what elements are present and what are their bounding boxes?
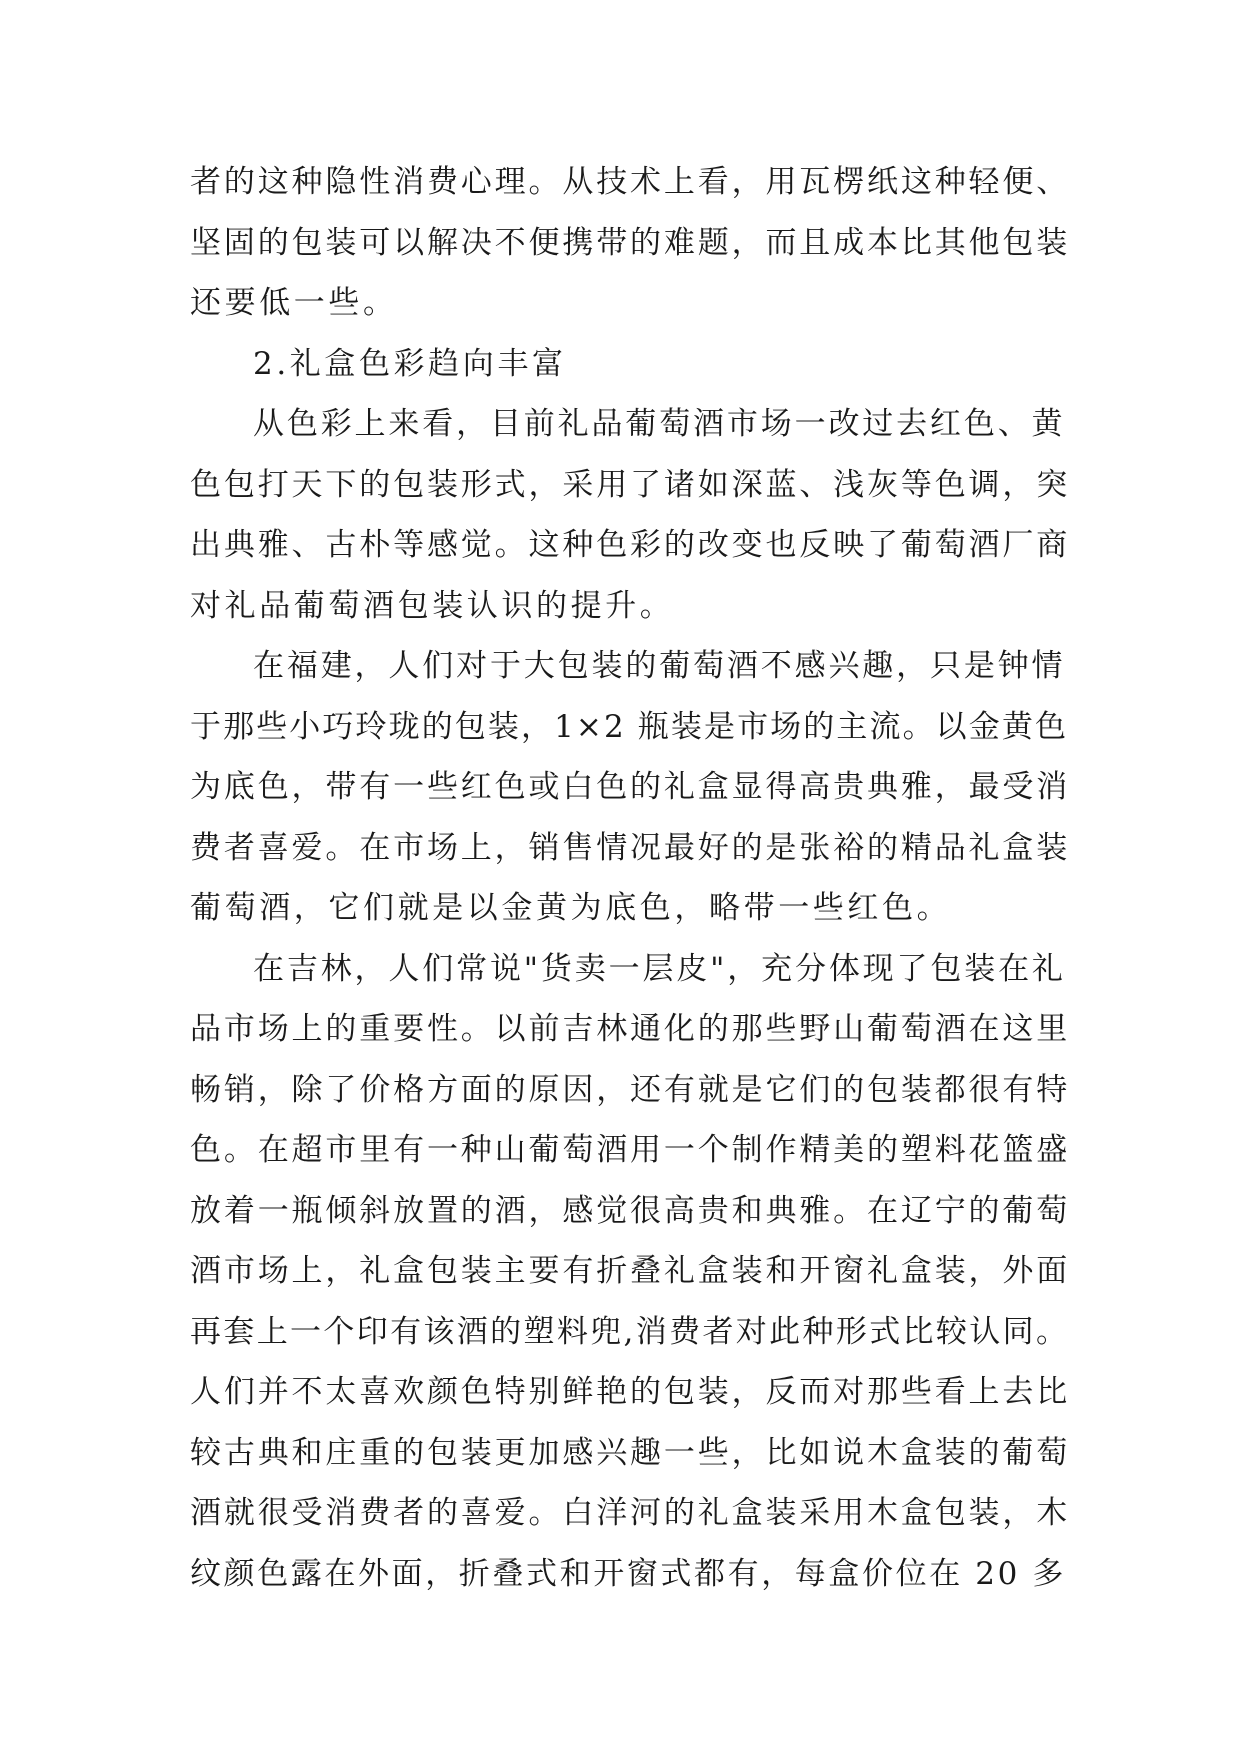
text-line: 还要低一些。 xyxy=(190,285,398,321)
text-line: 畅销，除了价格方面的原因，还有就是它们的包装都很有特 xyxy=(190,1071,1071,1108)
text-line: 者的这种隐性消费心理。从技术上看，用瓦楞纸这种轻便、 xyxy=(190,164,1071,200)
text-line: 色。在超市里有一种山葡萄酒用一个制作精美的塑料花篮盛 xyxy=(190,1132,1071,1168)
text-line: 在福建，人们对于大包装的葡萄酒不感兴趣，只是钟情 xyxy=(253,648,1066,684)
text-line: 纹颜色露在外面，折叠式和开窗式都有，每盒价位在 20 多 xyxy=(190,1555,1066,1592)
text-line: 色包打天下的包装形式，采用了诸如深蓝、浅灰等色调，突 xyxy=(190,466,1071,503)
text-line: 品市场上的重要性。以前吉林通化的那些野山葡萄酒在这里 xyxy=(190,1011,1071,1047)
text-line: 费者喜爱。在市场上，销售情况最好的是张裕的精品礼盒装 xyxy=(190,829,1071,866)
text-line: 对礼品葡萄酒包装认识的提升。 xyxy=(190,587,675,624)
text-line: 再套上一个印有该酒的塑料兜,消费者对此种形式比较认同。 xyxy=(190,1313,1070,1350)
text-line: 较古典和庄重的包装更加感兴趣一些，比如说木盒装的葡萄 xyxy=(190,1434,1071,1471)
text-line: 为底色，带有一些红色或白色的礼盒显得高贵典雅，最受消 xyxy=(190,769,1071,805)
text-line: 酒市场上，礼盒包装主要有折叠礼盒装和开窗礼盒装，外面 xyxy=(190,1253,1071,1289)
body-text xyxy=(190,152,1070,1604)
text-line: 人们并不太喜欢颜色特别鲜艳的包装，反而对那些看上去比 xyxy=(190,1374,1071,1410)
text-line: 出典雅、古朴等感觉。这种色彩的改变也反映了葡萄酒厂商 xyxy=(190,527,1071,563)
text-line: 从色彩上来看，目前礼品葡萄酒市场一改过去红色、黄 xyxy=(253,406,1066,442)
text-line: 葡萄酒，它们就是以金黄为底色，略带一些红色。 xyxy=(190,890,952,926)
text-line: 酒就很受消费者的喜爱。白洋河的礼盒装采用木盒包装，木 xyxy=(190,1495,1071,1531)
text-line: 2.礼盒色彩趋向丰富 xyxy=(253,345,567,382)
text-line: 坚固的包装可以解决不便携带的难题，而且成本比其他包装 xyxy=(190,224,1071,261)
text-line: 于那些小巧玲珑的包装，1×2 瓶装是市场的主流。以金黄色 xyxy=(190,708,1069,745)
text-line: 在吉林，人们常说"货卖一层皮"，充分体现了包装在礼 xyxy=(253,950,1066,987)
text-line: 放着一瓶倾斜放置的酒，感觉很高贵和典雅。在辽宁的葡萄 xyxy=(190,1192,1071,1229)
